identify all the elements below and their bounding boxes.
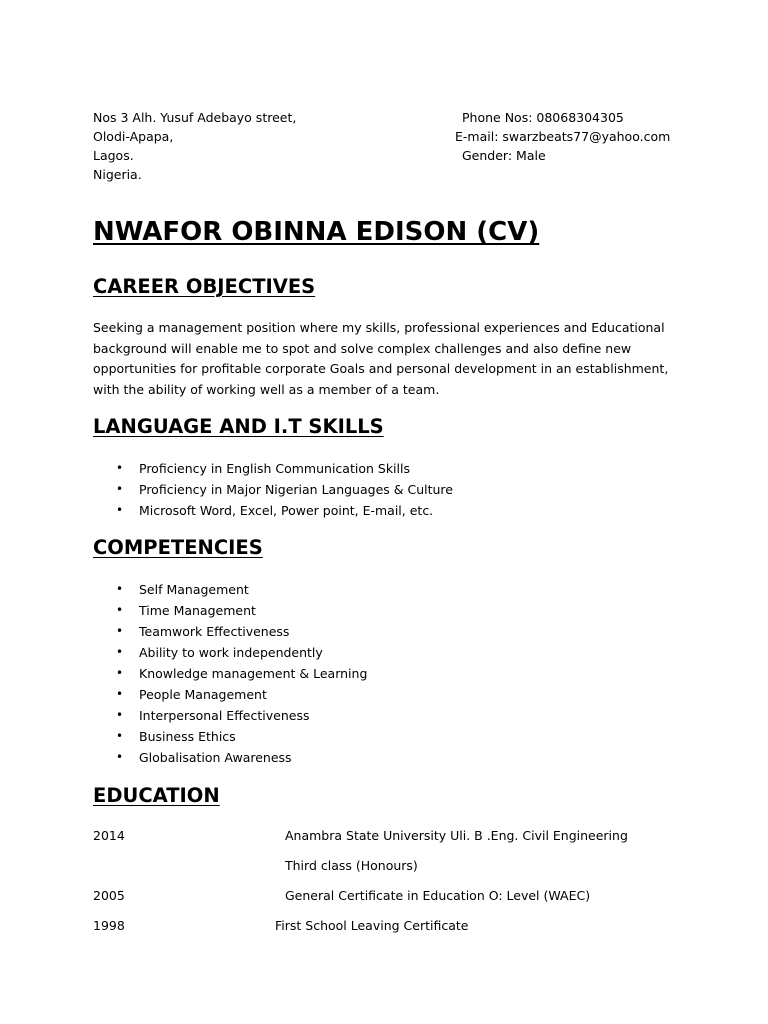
list-item: • Knowledge management & Learning — [139, 663, 367, 684]
email-address: E-mail: swarzbeats77@yahoo.com — [455, 129, 671, 144]
list-item: • Proficiency in Major Nigerian Languages & Culture — [139, 479, 453, 500]
list-item: • Ability to work independently — [139, 642, 367, 663]
gender: Gender: Male — [462, 148, 546, 163]
list-item: • Interpersonal Effectiveness — [139, 705, 367, 726]
education-detail: General Certificate in Education O: Level (WAEC) — [285, 888, 591, 903]
address-line: Nigeria. — [93, 167, 142, 182]
skills-list — [139, 458, 453, 521]
education-year: 1998 — [93, 918, 125, 933]
education-year: 2014 — [93, 828, 125, 843]
contact-block — [455, 108, 670, 165]
address-line: Lagos. — [93, 148, 134, 163]
education-detail: Anambra State University Uli. B .Eng. Civil Engineering — [285, 828, 628, 843]
education-year: 2005 — [93, 888, 125, 903]
address-block — [93, 108, 296, 184]
list-item: • Teamwork Effectiveness — [139, 621, 367, 642]
cv-title: NWAFOR OBINNA EDISON (CV) — [93, 217, 540, 247]
list-item: • Time Management — [139, 600, 367, 621]
career-objectives-heading: CAREER OBJECTIVES — [93, 275, 316, 298]
list-item: • Business Ethics — [139, 726, 367, 747]
phone-number: Phone Nos: 08068304305 — [462, 110, 624, 125]
list-item: • Globalisation Awareness — [139, 747, 367, 768]
skills-heading: LANGUAGE AND I.T SKILLS — [93, 415, 384, 438]
list-item: • Proficiency in English Communication Skills — [139, 458, 453, 479]
list-item: • Self Management — [139, 579, 367, 600]
list-item: • People Management — [139, 684, 367, 705]
education-heading: EDUCATION — [93, 784, 220, 807]
competencies-list — [139, 579, 367, 768]
list-item: • Microsoft Word, Excel, Power point, E-mail, etc. — [139, 500, 453, 521]
career-objectives-text: Seeking a management position where my skills, professional experiences and Educational background will enable me to spot and solve complex challenges and also define new opportunities for profitable corporate Goals and personal development in an establishment, with the ability of working well as a member of a team. — [93, 320, 669, 397]
address-line: Nos 3 Alh. Yusuf Adebayo street, — [93, 110, 297, 125]
education-detail: First School Leaving Certificate — [275, 918, 469, 933]
education-detail: Third class (Honours) — [285, 858, 418, 873]
address-line: Olodi-Apapa, — [93, 129, 174, 144]
competencies-heading: COMPETENCIES — [93, 536, 263, 559]
